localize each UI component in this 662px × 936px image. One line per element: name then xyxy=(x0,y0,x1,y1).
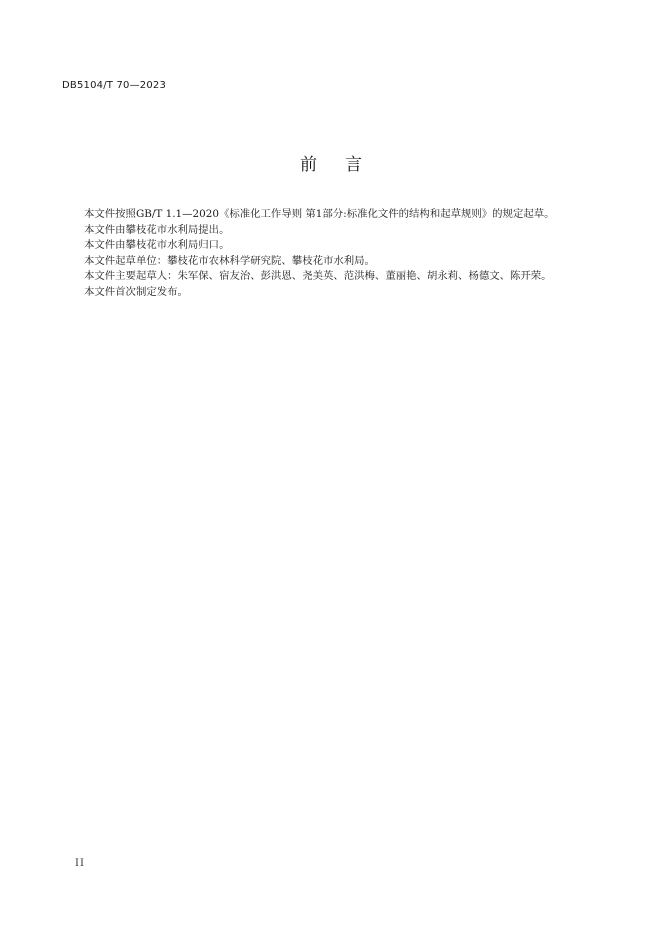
document-code: DB5104/T 70—2023 xyxy=(62,80,167,91)
paragraph-proposed-by: 本文件由攀枝花市水利局提出。 xyxy=(84,223,230,236)
page-number: II xyxy=(75,858,85,869)
paragraph-drafting-units: 本文件起草单位：攀枝花市农林科学研究院、攀枝花市水利局。 xyxy=(84,254,375,267)
paragraph-administered-by: 本文件由攀枝花市水利局归口。 xyxy=(84,239,230,252)
paragraph-drafting-rules: 本文件按照GB/T 1.1—2020《标准化工作导则 第1部分:标准化文件的结构和起草规则》的规定起草。 xyxy=(84,208,555,220)
page-title: 前言 xyxy=(300,155,390,175)
foreword-body xyxy=(62,207,602,301)
paragraph-main-drafters: 本文件主要起草人：朱军保、宿友治、彭洪恩、尧美英、范洪梅、董丽艳、胡永莉、杨德文、陈开荣。 xyxy=(84,270,552,283)
paragraph-first-release: 本文件首次制定发布。 xyxy=(84,285,188,298)
